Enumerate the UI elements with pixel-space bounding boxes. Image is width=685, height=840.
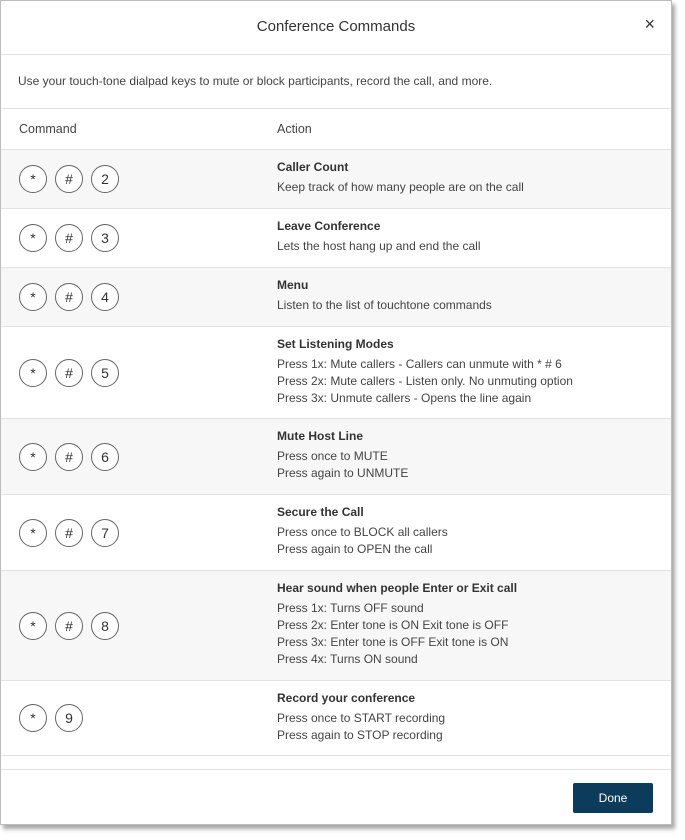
commands-table [1,150,671,756]
number-key-icon: 7 [91,519,119,547]
dialog-footer [1,769,671,824]
action-name: Mute Host Line [277,429,363,443]
action-description: Listen to the list of touchtone commands [277,298,492,312]
action-name: Caller Count [277,160,349,174]
command-action [277,505,661,558]
action-description: Press 3x: Enter tone is OFF Exit tone is ON [277,635,509,649]
dialog-title: Conference Commands [256,18,416,35]
command-keys [19,150,119,208]
star-key-icon: * [19,612,47,640]
action-name: Record your conference [277,691,416,705]
number-key-icon: 4 [91,283,119,311]
pound-key-icon: # [55,443,83,471]
table-row [1,150,671,209]
intro-section [1,55,671,109]
number-key-icon: 3 [91,224,119,252]
table-row [1,571,671,681]
command-action [277,219,661,255]
number-key-icon: 6 [91,443,119,471]
action-description: Press once to BLOCK all callers [277,525,448,539]
action-description: Keep track of how many people are on the call [277,180,524,194]
action-description: Press 2x: Mute callers - Listen only. No unmuting option [277,374,573,388]
command-action [277,160,661,196]
table-row [1,681,671,756]
action-description: Press 3x: Unmute callers - Opens the line again [277,391,532,405]
done-button[interactable]: Done [573,783,653,813]
action-name: Menu [277,278,309,292]
table-row [1,209,671,268]
action-name: Hear sound when people Enter or Exit call [277,581,518,595]
star-key-icon: * [19,283,47,311]
command-keys [19,571,119,680]
command-keys [19,268,119,326]
action-description: Press again to UNMUTE [277,466,409,480]
table-row [1,419,671,495]
star-key-icon: * [19,519,47,547]
number-key-icon: 8 [91,612,119,640]
pound-key-icon: # [55,165,83,193]
star-key-icon: * [19,165,47,193]
pound-key-icon: # [55,519,83,547]
table-header [1,109,671,150]
action-description: Press again to OPEN the call [277,542,433,556]
action-description: Press 1x: Mute callers - Callers can unmute with * # 6 [277,357,562,371]
table-row [1,268,671,327]
command-column-header: Command [19,122,77,136]
action-name: Leave Conference [277,219,381,233]
table-row [1,327,671,419]
pound-key-icon: # [55,612,83,640]
star-key-icon: * [19,704,47,732]
command-action [277,337,661,407]
pound-key-icon: # [55,359,83,387]
action-description: Press once to MUTE [277,449,388,463]
action-description: Press 2x: Enter tone is ON Exit tone is OFF [277,618,509,632]
action-description: Press 4x: Turns ON sound [277,652,418,666]
action-name: Set Listening Modes [277,337,394,351]
action-name: Secure the Call [277,505,364,519]
command-action [277,581,661,668]
intro-text: Use your touch-tone dialpad keys to mute or block participants, record the call, and more. [18,74,493,88]
command-keys [19,681,83,755]
star-key-icon: * [19,224,47,252]
number-key-icon: 5 [91,359,119,387]
action-description: Press again to STOP recording [277,728,443,742]
command-keys [19,209,119,267]
command-keys [19,327,119,418]
pound-key-icon: # [55,224,83,252]
command-action [277,429,661,482]
command-action [277,278,661,314]
star-key-icon: * [19,443,47,471]
dialog-header [1,1,671,55]
action-column-header: Action [277,122,312,136]
table-row [1,495,671,571]
pound-key-icon: # [55,283,83,311]
action-description: Press once to START recording [277,711,446,725]
close-icon[interactable]: × [644,14,655,34]
star-key-icon: * [19,359,47,387]
action-description: Lets the host hang up and end the call [277,239,481,253]
number-key-icon: 2 [91,165,119,193]
number-key-icon: 9 [55,704,83,732]
command-keys [19,419,119,494]
command-keys [19,495,119,570]
action-description: Press 1x: Turns OFF sound [277,601,424,615]
command-action [277,691,661,744]
